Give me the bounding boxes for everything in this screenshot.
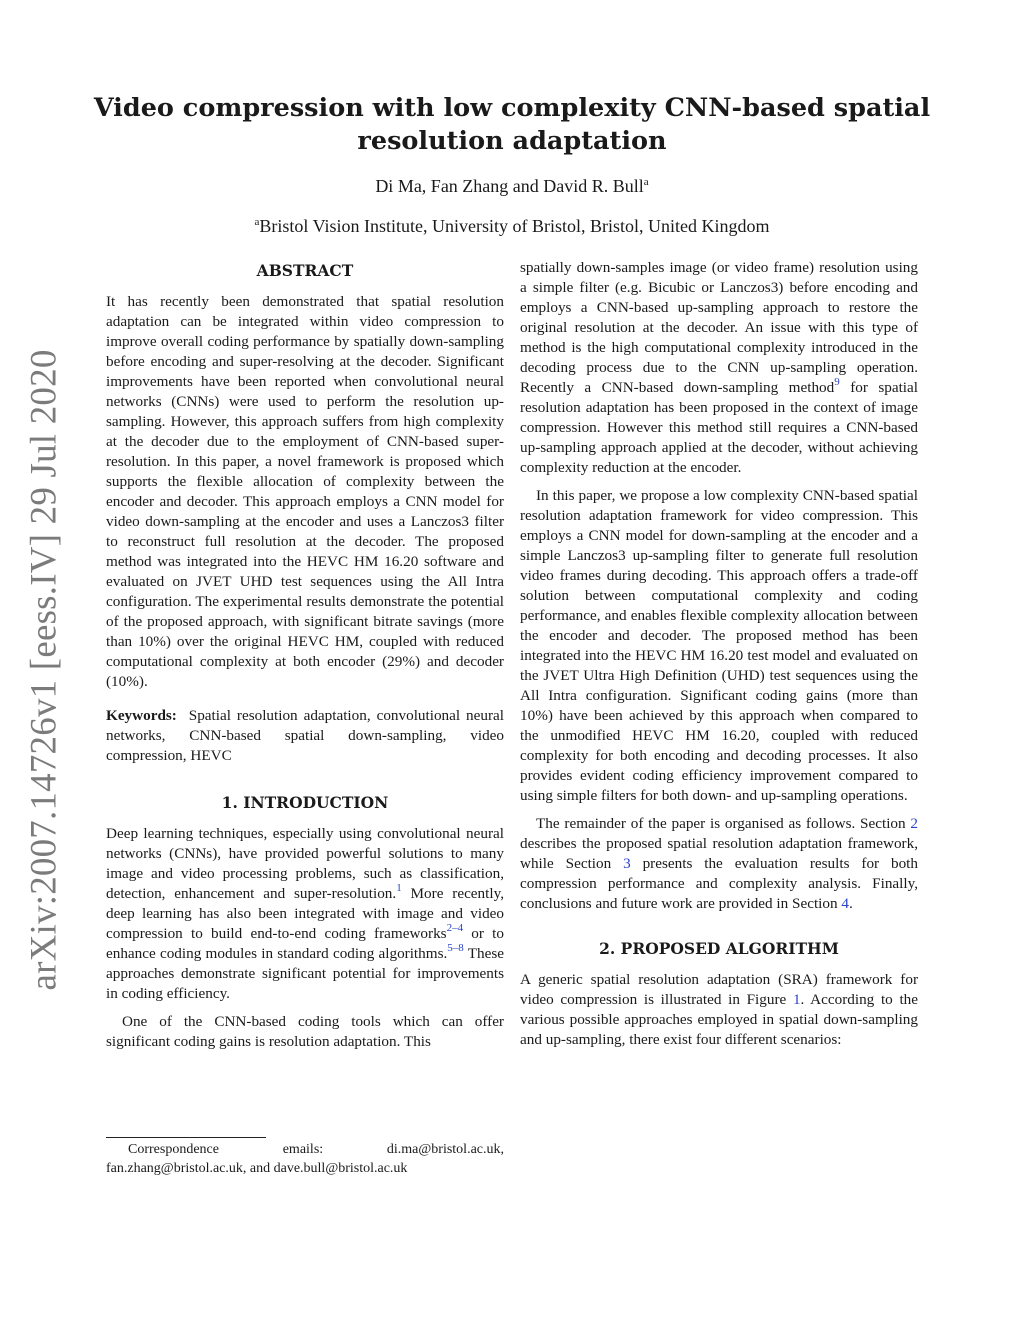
affiliation-text: Bristol Vision Institute, University of Bristol, Bristol, United Kingdom — [259, 216, 770, 236]
intro-p1-text-c: or to enhance coding modules in standard coding algorithms. — [106, 925, 504, 962]
footnote-rule — [106, 1137, 266, 1138]
section-link[interactable]: 3 — [623, 855, 631, 872]
abstract-heading: ABSTRACT — [256, 261, 354, 280]
footnote-email-1: di.ma@bristol.ac.uk, — [386, 1142, 504, 1157]
intro-paragraph-2-continued — [520, 258, 918, 478]
citation-link[interactable]: 2–4 — [446, 922, 464, 934]
section-link[interactable]: 2 — [910, 815, 918, 832]
arxiv-identifier — [23, 349, 65, 991]
intro-paragraph-3: In this paper, we propose a low complexity CNN-based spatial resolution adaptation framework for video compression. This employs a CNN model for down-sampling at the encoder and a simple Lanczos3 up-sampling filter to generate full resolution video frames during decoding. This approach offers a trade-off solution between computational complexity and coding performance, and enables flexible complexity allocation between the encoder and decoder. The proposed method has been integrated into the HEVC HM 16.20 test model and evaluated on the JVET Ultra High Definition (UHD) test sequences using the All Intra configuration. Significant coding gains (more than 10%) have been achieved by this approach when compared to the unmodified HEVC HM 16.20, coupled with reduced complexity for both encoding and decoding processes. It also provides evident coding efficiency improvement compared to using simple filters for both down- and up-sampling operations. — [520, 487, 918, 804]
intro-paragraph-2: One of the CNN-based coding tools which can offer significant coding gains is resolution adaptation. This — [106, 1013, 504, 1050]
arxiv-identifier-text: arXiv:2007.14726v1 [eess.IV] 29 Jul 2020 — [23, 349, 65, 991]
affiliation-mark: a — [254, 216, 260, 228]
section-2-text-b: . According to the various possible approaches employed in spatial down-sampling and up-sampling, there exist four different scenarios: — [520, 991, 919, 1048]
keywords-text: Spatial resolution adaptation, convolutional neural networks, CNN-based spatial down-sampling, video compression, HEVC — [106, 707, 504, 764]
author-names: Di Ma, Fan Zhang and David R. Bull — [375, 176, 644, 196]
left-column — [106, 258, 504, 1052]
abstract-text: It has recently been demonstrated that spatial resolution adaptation can be integrated within video compression to improve overall coding performance by spatially down-sampling before encoding and super-resolving at the decoder. Significant improvements have been reported when convolutional neural networks (CNNs) were used to perform the resolution up-sampling. However, this approach suffers from high complexity at the decoder due to the employment of CNN-based super-resolution. In this paper, a novel framework is proposed which supports the flexible allocation of complexity between the encoder and decoder. This approach employs a CNN model for video down-sampling at the encoder and uses a Lanczos3 filter to reconstruct full resolution at the decoder. The proposed method was integrated into the HEVC HM 16.20 software and evaluated on JVET UHD test sequences using the All Intra configuration. The experimental results demonstrate the potential of the proposed approach, with significant bitrate savings (more than 10%) over the original HEVC HM, coupled with reduced computational complexity at both encoder (29%) and decoder (10%). — [106, 293, 504, 690]
intro-p1-text-a: Deep learning techniques, especially using convolutional neural networks (CNNs), have provided powerful solutions to many image and video processing problems, such as classification, detection, enhancement and super-resolution. — [106, 825, 504, 902]
intro-p2-cont-text-a: spatially down-samples image (or video frame) resolution using a simple filter (e.g. Bicubic or Lanczos3) before encoding and employs a CNN-based up-sampling approach to restore the original resolution at the decoder. An issue with this type of method is the high computational complexity introduced in the decoding process due to the CNN up-sampling operation. Recently a CNN-based down-sampling method — [520, 259, 918, 396]
intro-p1-text-b: More recently, deep learning has also been integrated with image and video compression to build end-to-end coding frameworks — [106, 885, 504, 942]
footnote-line-1 — [106, 1140, 504, 1159]
authors — [0, 176, 1024, 197]
author-affiliation-mark: a — [643, 176, 649, 188]
intro-paragraph-4 — [520, 814, 918, 914]
intro-p4-text-d: . — [848, 895, 853, 912]
intro-p4-text-c: presents the evaluation results for both compression performance and complexity analysis. Finally, conclusions and future work are provided in Section — [520, 855, 918, 912]
citation-link[interactable]: 5–8 — [447, 942, 464, 954]
intro-p4-text-a: The remainder of the paper is organised as follows. Section — [536, 815, 911, 832]
section-link[interactable]: 4 — [841, 895, 849, 912]
paper-title: Video compression with low complexity CNN-based spatial resolution adaptation — [93, 93, 931, 156]
affiliation — [0, 216, 1024, 237]
intro-p4-text-b: describes the proposed spatial resolution adaptation framework, while Section — [520, 835, 918, 872]
footnote-line-2: fan.zhang@bristol.ac.uk, and dave.bull@bristol.ac.uk — [106, 1161, 408, 1176]
intro-paragraph-1 — [106, 824, 504, 1004]
introduction-heading: 1. INTRODUCTION — [221, 793, 389, 812]
citation-link[interactable]: 1 — [396, 882, 402, 894]
intro-p2-cont-text-b: for spatial resolution adaptation has been proposed in the context of image compression. However this method still requires a CNN-based up-sampling approach applied at the decoder, without achieving complexity reduction at the encoder. — [520, 379, 918, 476]
keywords — [106, 706, 504, 766]
footnote-emails-label: emails: — [282, 1142, 324, 1157]
section-2-paragraph-1 — [520, 970, 918, 1050]
figure-link[interactable]: 1 — [792, 991, 801, 1008]
footnote-label: Correspondence — [128, 1142, 219, 1157]
intro-p1-text-d: These approaches demonstrate significant potential for improvements in coding efficiency. — [106, 945, 504, 1002]
footnote — [106, 1140, 504, 1178]
keywords-label: Keywords: — [106, 707, 177, 724]
citation-link[interactable]: 9 — [834, 376, 840, 388]
right-column — [520, 258, 918, 1050]
section-2-text-a: A generic spatial resolution adaptation (SRA) framework for video compression is illustrated in Figure — [520, 971, 918, 1008]
section-2-heading: 2. PROPOSED ALGORITHM — [599, 939, 839, 958]
